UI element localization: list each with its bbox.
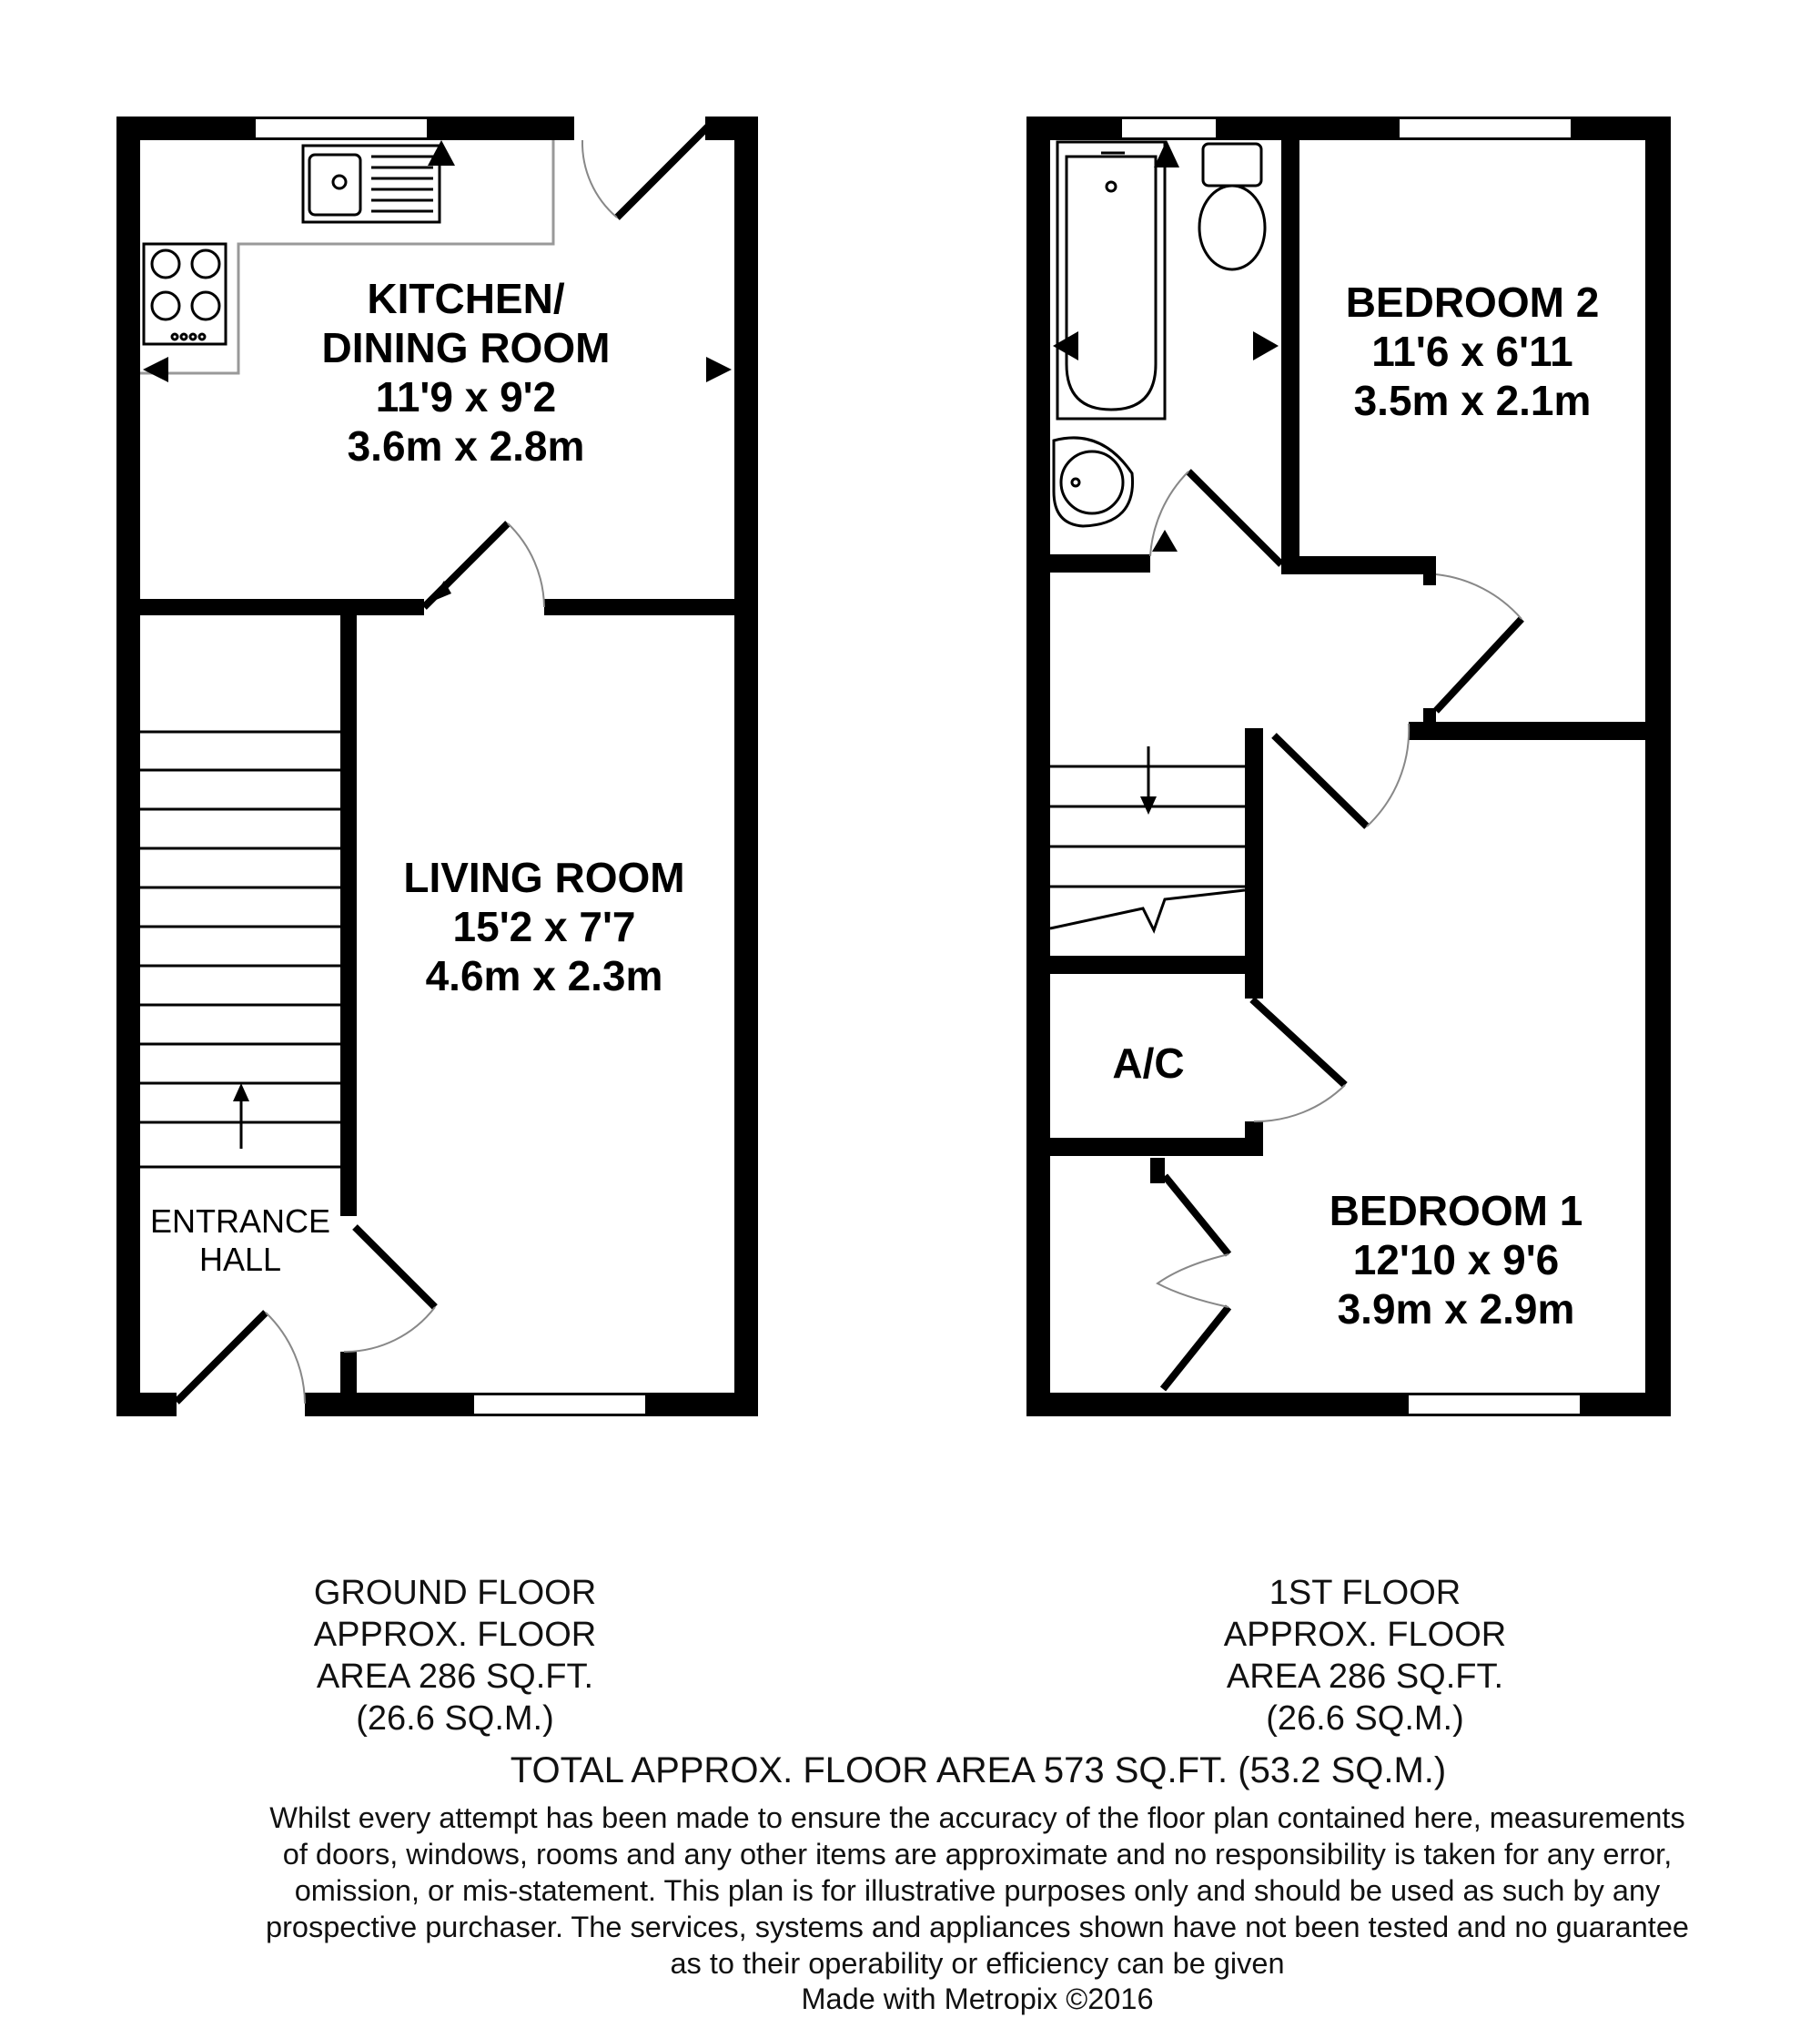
bathroom-wall-bottom (1050, 554, 1150, 573)
kitchen-sink (303, 146, 440, 222)
disclaimer-line2: of doors, windows, rooms and any other items are approximate and no responsibility is taken for any error, (282, 1838, 1673, 1871)
kitchen-dim-imperial: 11'9 x 9'2 (375, 373, 557, 421)
hall-wall-stub (340, 1352, 357, 1397)
door-swing (266, 1313, 305, 1404)
bedroom2-door (1436, 619, 1522, 711)
stairs-wall (340, 615, 357, 1216)
living-room-dim-imperial: 15'2 x 7'7 (452, 903, 636, 950)
ground-floor-summary (314, 1574, 596, 1738)
airing-cupboard-label: A/C (1112, 1039, 1185, 1087)
wardrobe-doors (1158, 1176, 1228, 1389)
ground-wall-bottom-left (116, 1393, 177, 1416)
living-room-door (355, 1227, 435, 1307)
door-swing (1254, 1085, 1345, 1121)
ground-wall-right (734, 117, 758, 1416)
arrow-icon (1152, 530, 1178, 552)
first-summary-line2: APPROX. FLOOR (1223, 1616, 1507, 1654)
entrance-hall-label-line1: ENTRANCE (149, 1202, 331, 1240)
first-summary-line4: (26.6 SQ.M.) (1266, 1699, 1464, 1738)
living-room-dim-metric: 4.6m x 2.3m (425, 952, 663, 999)
kitchen-wall-right (544, 599, 737, 615)
kitchen-dim-metric: 3.6m x 2.8m (347, 422, 585, 470)
kitchen-label-line2: DINING ROOM (321, 324, 611, 371)
back-door (617, 124, 711, 218)
arrow-right-icon (706, 357, 732, 382)
bedroom1-dim-imperial: 12'10 x 9'6 (1352, 1236, 1560, 1283)
kitchen-hob (144, 244, 226, 344)
ground-summary-line2: APPROX. FLOOR (313, 1616, 597, 1654)
living-room-window (473, 1394, 646, 1415)
disclaimer-line3: omission, or mis-statement. This plan is for illustrative purposes only and should be used as such by any (294, 1874, 1661, 1907)
total-floor-area: TOTAL APPROX. FLOOR AREA 573 SQ.FT. (53.2 SQ.M.) (510, 1750, 1447, 1790)
arrow-left-icon (143, 357, 168, 382)
ground-staircase (140, 732, 340, 1167)
first-summary-line3: AREA 286 SQ.FT. (1226, 1658, 1504, 1696)
door-swing (344, 1307, 435, 1352)
bathroom-window (1121, 118, 1217, 138)
ground-summary-line1: GROUND FLOOR (313, 1574, 597, 1612)
door-swing (508, 523, 544, 607)
bath (1057, 140, 1179, 419)
door-swing (1436, 574, 1522, 619)
ground-wall-left (116, 117, 140, 1416)
kitchen-label-line1: KITCHEN/ (367, 275, 565, 322)
front-door (177, 1313, 266, 1402)
landing-wall-top (1281, 556, 1436, 574)
bedroom1-window (1408, 1394, 1581, 1415)
bedroom1-label: BEDROOM 1 (1329, 1187, 1583, 1234)
wardrobe-stub (1150, 1158, 1165, 1183)
bedroom1-door (1274, 735, 1367, 826)
bedroom2-dim-metric: 3.5m x 2.1m (1353, 377, 1592, 424)
bedroom2-window (1399, 118, 1572, 138)
disclaimer-line1: Whilst every attempt has been made to ensure the accuracy of the floor plan contained here, measurements (269, 1801, 1685, 1834)
bathroom-door (1188, 472, 1281, 564)
bedroom2-wall-bottom (1409, 722, 1651, 740)
ground-summary-line4: (26.6 SQ.M.) (356, 1699, 554, 1738)
bedroom2-dim-imperial: 11'6 x 6'11 (1371, 328, 1573, 375)
entrance-hall-label-line2: HALL (198, 1241, 282, 1278)
bedroom2-label: BEDROOM 2 (1345, 279, 1600, 326)
wall-stub (1423, 556, 1436, 585)
stairwell-wall-bottom (1050, 956, 1263, 974)
arrow-right-icon (1253, 331, 1279, 360)
disclaimer-line4: prospective purchaser. The services, systems and appliances shown have not been tested and no guarantee (266, 1911, 1689, 1943)
ac-wall-bottom (1050, 1138, 1263, 1156)
arrow-up-icon (428, 140, 455, 166)
ground-summary-line3: AREA 286 SQ.FT. (316, 1658, 594, 1696)
wall-stub (1423, 708, 1436, 735)
kitchen-window (255, 118, 428, 138)
door-swing (582, 140, 617, 218)
first-summary-line1: 1ST FLOOR (1269, 1574, 1461, 1612)
first-wall-right (1645, 117, 1671, 1416)
door-swing (1367, 724, 1409, 826)
bedroom1-dim-metric: 3.9m x 2.9m (1337, 1285, 1575, 1333)
kitchen-wall-left (140, 599, 424, 615)
ac-door (1252, 999, 1345, 1085)
first-floor-staircase (1050, 746, 1245, 930)
basin (1054, 438, 1133, 526)
living-room-label: LIVING ROOM (403, 854, 685, 901)
first-floor-plan (1026, 117, 1671, 1416)
first-wall-left (1026, 117, 1050, 1416)
first-floor-summary (1224, 1574, 1506, 1738)
toilet (1199, 144, 1265, 269)
bathroom-wall-right (1281, 140, 1299, 563)
disclaimer (266, 1801, 1689, 1980)
ground-floor-plan (116, 117, 758, 1416)
ac-wall-stub (1245, 1121, 1263, 1156)
disclaimer-line5: as to their operability or efficiency can be given (670, 1947, 1285, 1980)
credit-text: Made with Metropix ©2016 (801, 1982, 1154, 2015)
